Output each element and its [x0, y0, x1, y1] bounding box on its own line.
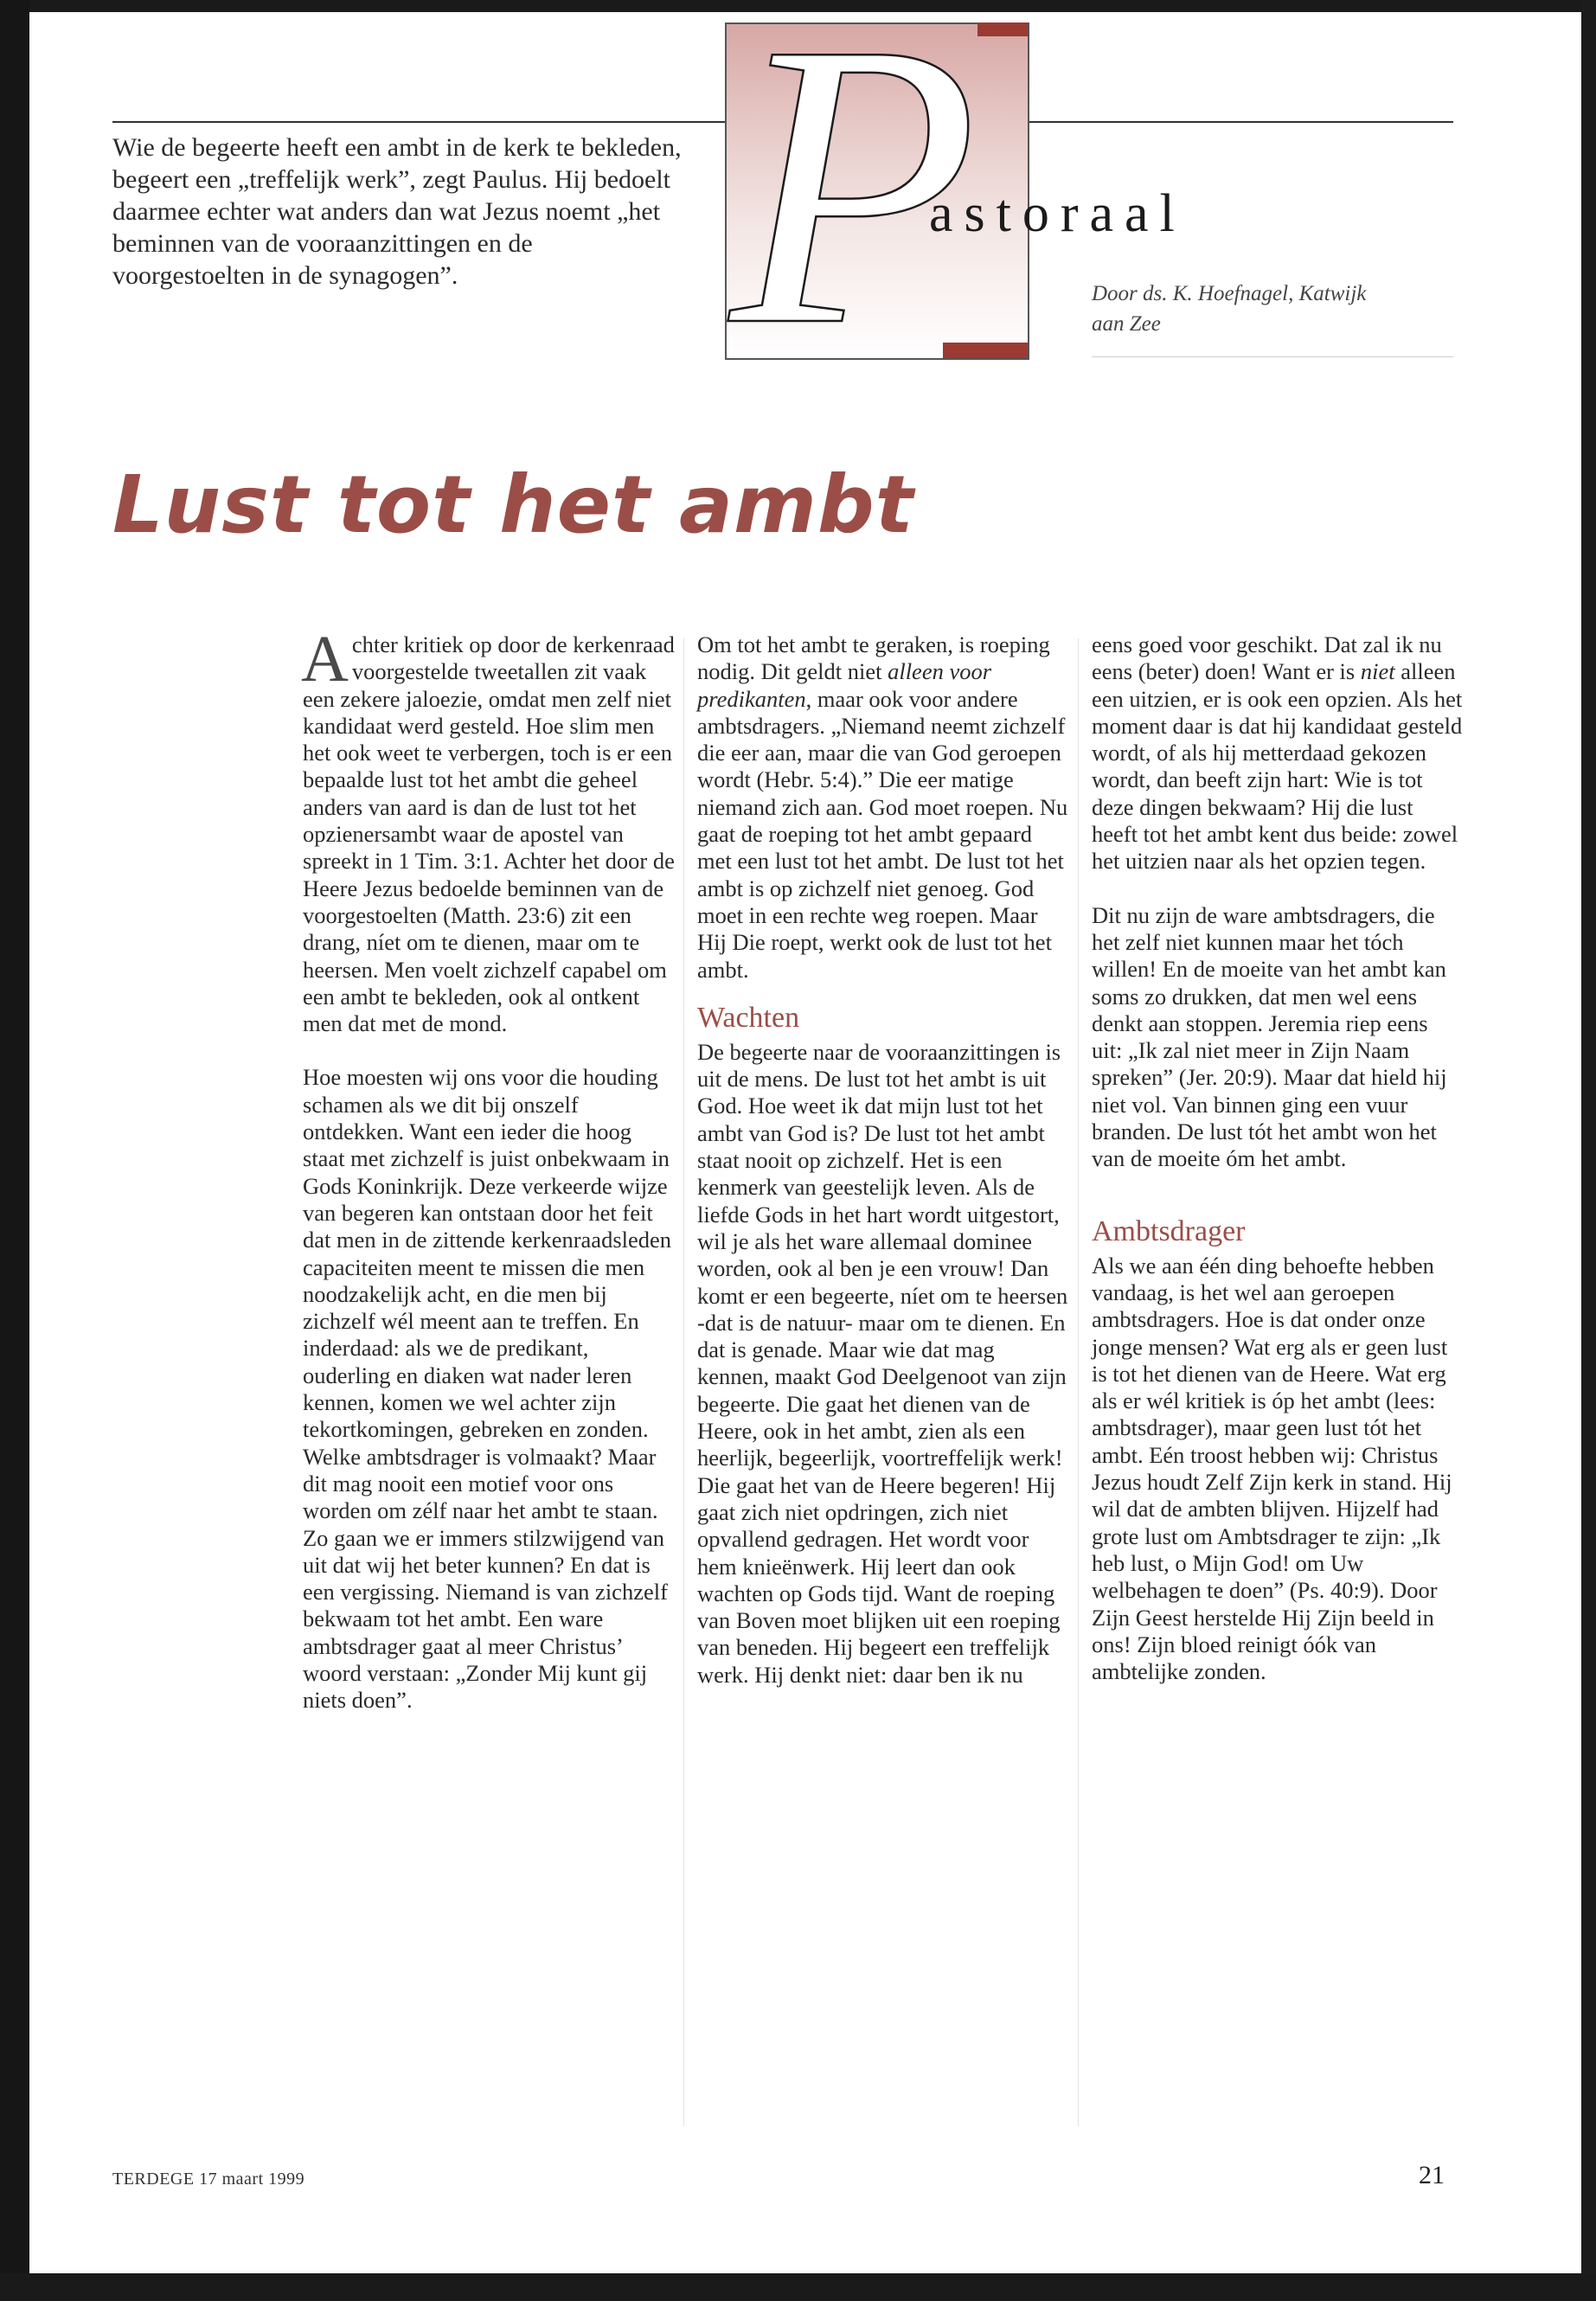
byline	[1092, 279, 1455, 339]
scan-border-bottom	[0, 2273, 1596, 2301]
column-1-paragraph-2: Hoe moesten wij ons voor die houding schamen als we dit bij onszelf ontdekken. Want een ieder die hoog staat met zichzelf is juist onbekwaam in Gods Koninkrijk. Deze verkeerde wijze van begeren kan ontstaan door het feit dat men in de zittende kerkenraadsleden capaciteiten meent te missen die men noodzakelijk acht, en die men bij zichzelf wél meent aan te treffen. En inderdaad: als we de predikant, ouderling en diaken wat nader leren kennen, komen we wel achter zijn tekortkomingen, gebreken en zonden. Welke ambtsdrager is volmaakt? Maar dit mag nooit een motief voor ons worden om zélf naar het ambt te staan. Zo gaan we er immers stilzwijgend van uit dat wij het beter kunnen? En dat is een vergissing. Niemand is van zichzelf bekwaam tot het ambt. Een ware ambtsdrager gaat al meer Christus’ woord verstaan: „Zonder Mij kunt gij niets doen”.	[303, 1064, 672, 1714]
column-2-paragraph-1-text-a: Om tot het ambt te geraken, is roeping nodig. Dit geldt niet	[697, 631, 1050, 685]
column-1	[301, 623, 675, 1715]
header-rule-right	[1021, 121, 1453, 123]
column-2-paragraph-1-text-b: , maar ook voor andere ambtsdragers. „Niemand neemt zichzelf die eer aan, maar die van God geroepen wordt (Hebr. 5:4).” Die eer matige niemand zich aan. God moet roepen. Nu gaat de roeping tot het ambt gepaard met een lust tot het ambt. De lust tot het ambt is op zichzelf niet genoeg. God moet in een rechte weg roepen. Maar Hij Die roept, werkt ook de lust tot het ambt.	[697, 685, 1068, 983]
header-rule-left	[112, 121, 725, 123]
section-title-text: astoraal	[929, 184, 1186, 243]
column-3-paragraph-2: Dit nu zijn de ware ambtsdragers, die het zelf niet kunnen maar het tóch willen! En de moeite van het ambt kan soms zo drukken, dat men wel eens denkt aan stoppen. Jeremia riep eens uit: „Ik zal niet meer in Zijn Naam spreken” (Jer. 20:9). Maar dat hield hij niet vol. Van binnen ging een vuur branden. De lust tót het ambt won het van de moeite óm het ambt.	[1092, 901, 1447, 1172]
section-initial-glyph: P	[730, 22, 979, 360]
column-1-paragraph-1	[301, 623, 675, 1037]
section-title	[929, 183, 1186, 245]
byline-rule	[1092, 356, 1453, 357]
column-3-paragraph-1	[1092, 631, 1464, 875]
footer-date: 17 maart 1999	[199, 2170, 305, 2189]
column-3-paragraph-1-text-b: alleen een uitzien, er is ook een opzien. Als het moment daar is dat hij kandidaat gesteld wordt, of als hij metterdaad gekozen wordt, dan beeft zijn hart: Wie is tot deze dingen bekwaam? Hij die lust heeft tot het ambt kent dus beide: zowel het uitzien naar als het opzien tegen.	[1092, 658, 1463, 875]
scan-border-left	[0, 0, 29, 2301]
column-divider-1	[683, 638, 684, 2126]
scan-border-right	[1581, 0, 1596, 2301]
column-3-paragraph-3: Als we aan één ding behoefte hebben vandaag, is het wel aan geroepen ambtsdragers. Hoe is dat onder onze jonge mensen? Wat erg als er geen lust is tot het dienen van de Heere. Wat erg als er wél kritiek is óp het ambt (lees: ambtsdrager), maar geen lust tót het ambt. Eén troost hebben wij: Christus Jezus houdt Zelf Zijn kerk in stand. Hij wil dat de ambten blijven. Hijzelf had grote lust om Ambtsdrager te zijn: „Ik heb lust, o Mijn God! om Uw welbehagen te doen” (Ps. 40:9). Door Zijn Geest herstelde Hij Zijn beeld in ons! Zijn bloed reinigt óók van ambtelijke zonden.	[1092, 1252, 1452, 1685]
column-2-paragraph-1-emphasis: alleen voor predikanten	[697, 658, 992, 712]
column-1-paragraph-1-text: chter kritiek op door de kerkenraad voorgestelde tweetallen zit vaak een zekere jaloezie, omdat men zelf niet kandidaat werd gesteld. Hoe slim men het ook weet te verbergen, toch is er een bepaalde lust tot het ambt die geheel anders van aard is dan de lust tot het opzienersambt waar de apostel van spreekt in 1 Tim. 3:1. Achter het door de Heere Jezus bedoelde beminnen van de voorgestoelten (Matth. 23:6) zit een drang, níet om te dienen, maar om te heersen. Men voelt zichzelf capabel om een ambt te bekleden, ook al ontkent men dat met de mond.	[303, 631, 675, 1037]
intro-text: Wie de begeerte heeft een ambt in de kerk te bekleden, begeert een „treffelijk werk”, zegt Paulus. Hij bedoelt daarmee echter wat anders dan wat Jezus noemt „het beminnen van de vooraanzittingen en de voorgestoelten in de synagogen”.	[112, 133, 682, 290]
heading-ambtsdrager: Ambtsdrager	[1092, 1215, 1246, 1247]
drop-cap: A	[301, 623, 349, 695]
column-2	[697, 631, 1069, 1689]
byline-place: aan Zee	[1092, 312, 1161, 336]
column-divider-2	[1078, 638, 1079, 2126]
column-2-paragraph-2: De begeerte naar de vooraanzittingen is uit de mens. De lust tot het ambt is uit God. Hoe weet ik dat mijn lust tot het ambt van God is? De lust tot het ambt staat nooit op zichzelf. Het is een kenmerk van geestelijk leven. Als de liefde Gods in het hart wordt uitgestort, wil je als het ware allemaal dominee worden, ook al ben je een vrouw! Dan komt er een begeerte, níet om te heersen -dat is de natuur- maar om te dienen. En dat is genade. Maar wie dat mag kennen, maakt God Deelgenoot van zijn begeerte. Die gaat het dienen van de Heere, ook in het ambt, zien als een heerlijk, begeerlijk, voortreffelijk werk! Die gaat het van de Heere begeren! Hij gaat zich niet opdringen, zich niet opvallend gedragen. Het wordt voor hem knieënwerk. Hij leert dan ook wachten op Gods tijd. Want de roeping van Boven moet blijken uit een roeping van beneden. Hij begeert een treffelijk werk. Hij denkt niet: daar ben ik nu	[697, 1038, 1068, 1688]
article-title: Lust tot het ambt	[112, 458, 914, 551]
scan-border-top	[0, 0, 1596, 12]
footer-publication-name: TERDEGE	[112, 2170, 195, 2189]
heading-wachten: Wachten	[697, 1001, 800, 1034]
column-3-paragraph-1-emphasis: niet	[1360, 658, 1395, 685]
column-3-paragraph-1-text-a: eens goed voor geschikt. Dat zal ik nu eens (beter) doen! Want er is	[1092, 631, 1442, 685]
page-number: 21	[1419, 2161, 1445, 2189]
footer-publication	[112, 2170, 304, 2189]
column-3	[1092, 631, 1464, 1685]
byline-author: Door ds. K. Hoefnagel, Katwijk	[1092, 282, 1367, 305]
column-2-paragraph-1	[697, 631, 1069, 984]
